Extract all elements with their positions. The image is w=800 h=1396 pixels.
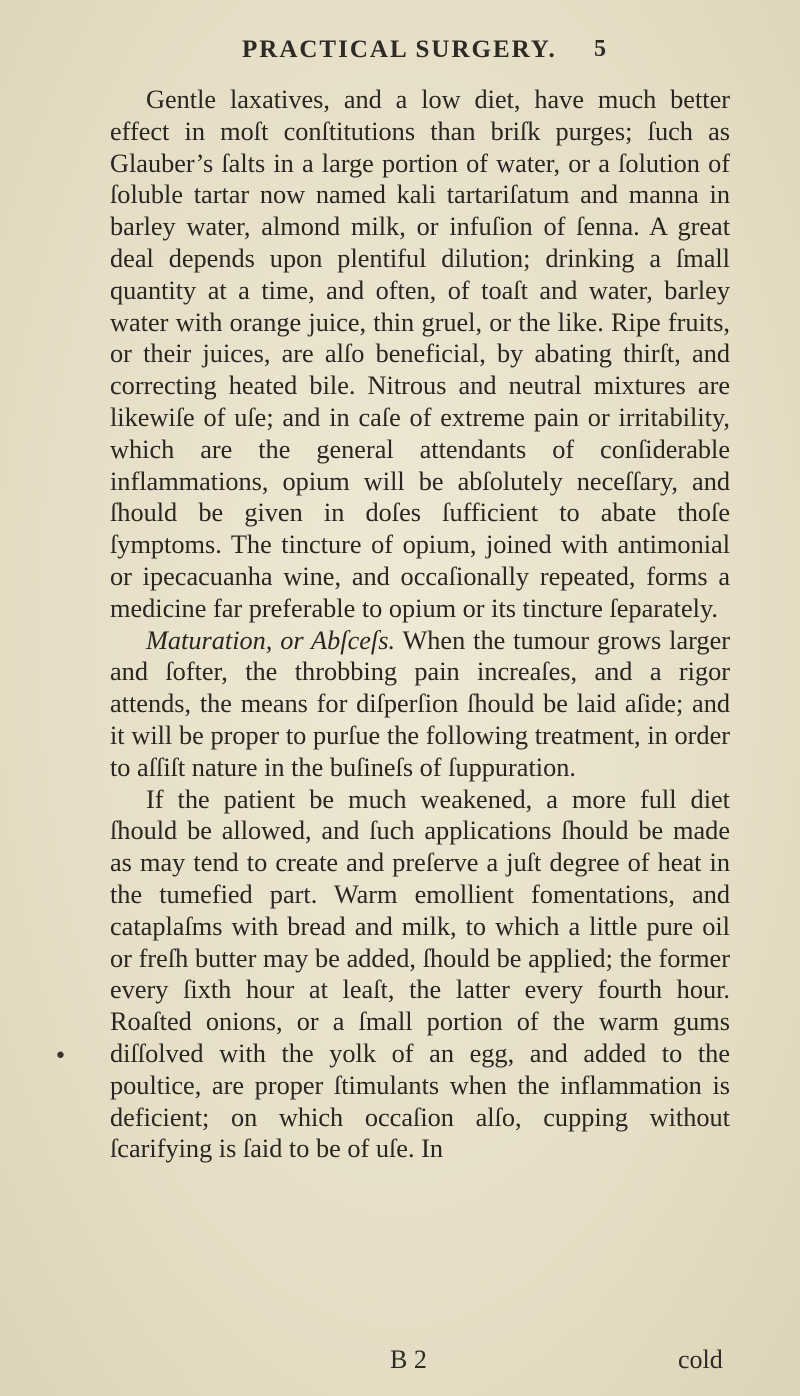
section-heading-maturation: Maturation, or Abſceſs. xyxy=(146,625,396,655)
running-title: PRACTICAL SURGERY. xyxy=(242,36,557,63)
page-header xyxy=(0,32,800,72)
page-footer xyxy=(0,1345,800,1381)
margin-mark: • xyxy=(54,1044,67,1069)
catchword: cold xyxy=(678,1345,723,1374)
paragraph-text: If the patient be much weakened, a more full diet ſhould be allowed, and ſuch applications ſhould be made as may tend to create and preſerve a juſt degree of heat in the tumefied part. Warm emollient fomentations, and cataplaſms with bread and milk, to which a little pure oil or freſh butter may be added, ſhould be applied; the former every ſixth hour at leaſt, the latter every fourth hour. Roaſted onions, or a ſmall portion of the warm gums diſſolved with the yolk of an egg, and added to the poultice, are proper ſtimulants when the inflammation is deficient; on which occaſion alſo, cupping without ſcarifying is ſaid to be of uſe. In xyxy=(110,784,730,1164)
body-text xyxy=(110,84,730,1165)
paragraph-maturation xyxy=(110,625,730,784)
paragraph-weakened-patient xyxy=(110,784,730,1166)
page-number: 5 xyxy=(594,36,606,62)
paragraph-laxatives xyxy=(110,84,730,625)
signature-mark: B 2 xyxy=(390,1345,427,1374)
paragraph-text: When the tumour grows larger and ſofter, the throbbing pain increaſes, and a rigor attends, the means for diſperſion ſhould be laid aſide; and it will be proper to purſue the following treatment, in order to aſſiſt nature in the buſineſs of ſuppuration. xyxy=(110,625,731,782)
paragraph-text: Gentle laxatives, and a low diet, have much better effect in moſt conſtitutions than briſk purges; ſuch as Glauber’s ſalts in a large portion of water, or a ſolution of ſoluble tartar now named kali tartariſatum and manna in barley water, almond milk, or infuſion of ſenna. A great deal depends upon plentiful dilution; drinking a ſmall quantity at a time, and often, of toaſt and water, barley water with orange juice, thin gruel, or the like. Ripe fruits, or their juices, are alſo beneficial, by abating thirſt, and correcting heated bile. Nitrous and neutral mixtures are likewiſe of uſe; and in caſe of extreme pain or irritability, which are the general attendants of conſiderable inflammations, opium will be abſolutely neceſſary, and ſhould be given in doſes ſufficient to abate thoſe ſymptoms. The tincture of opium, joined with antimonial or ipecacuanha wine, and occaſionally repeated, forms a medicine far preferable to opium or its tincture ſeparately. xyxy=(110,85,730,623)
